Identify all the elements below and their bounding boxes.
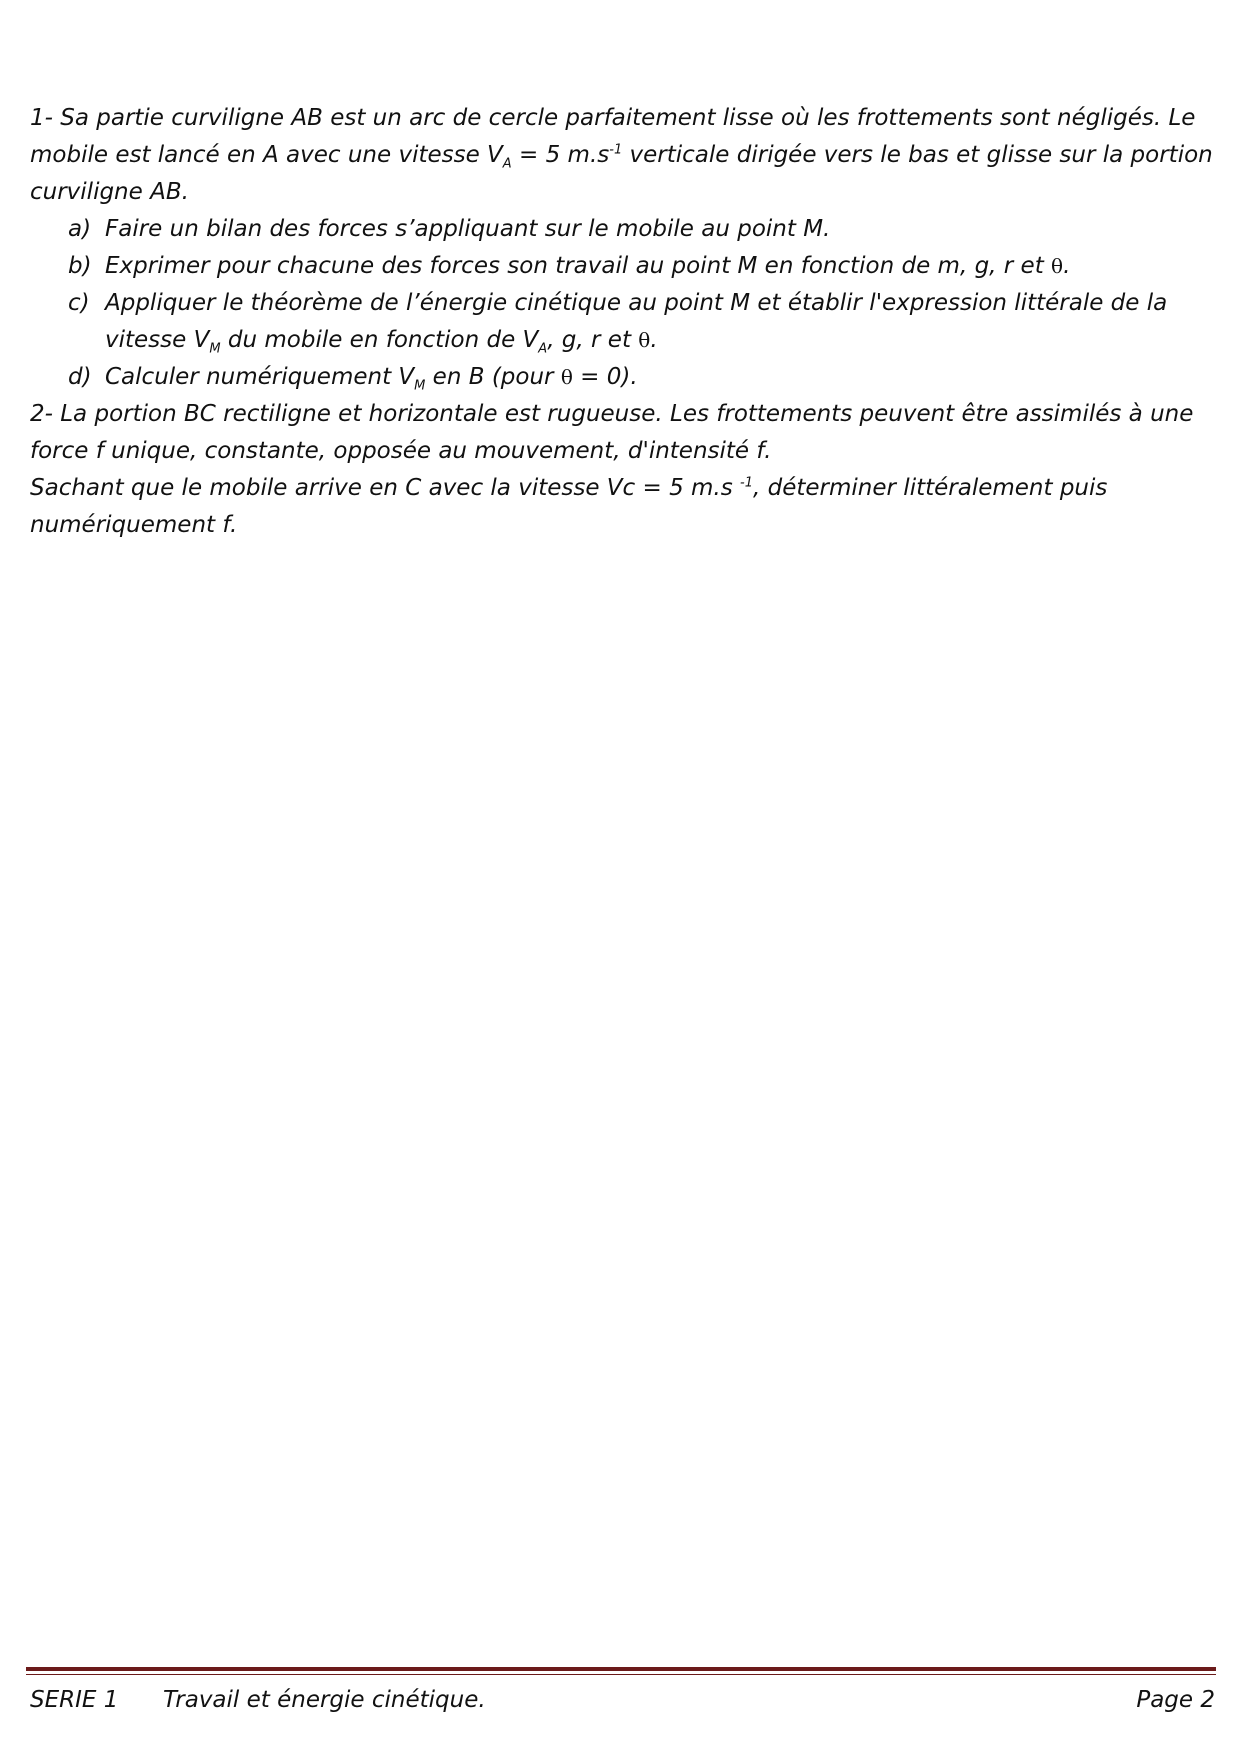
item-letter: b) xyxy=(68,253,92,279)
item-text: Faire un bilan des forces s’appliquant sur le mobile au point M. xyxy=(105,216,831,242)
list-item xyxy=(30,211,1215,248)
section-1-line-2a: Le mobile est lancé en A avec une vitesse V xyxy=(30,105,1196,168)
subscript-a: A xyxy=(538,341,548,357)
item-text-end: = 0). xyxy=(572,364,638,390)
subscript-a: A xyxy=(502,156,512,172)
superscript-minus-one: -1 xyxy=(740,475,754,491)
item-text: Calculer numériquement V xyxy=(105,364,415,390)
item-text-mid: en B (pour xyxy=(425,364,561,390)
section-1-line-2c: verticale dirigée vers le bas et glisse sur la portion curviligne AB. xyxy=(30,142,1213,205)
section-1-intro xyxy=(30,100,1215,211)
superscript-minus-one: -1 xyxy=(609,142,623,158)
item-text: Exprimer pour chacune des forces son travail au point M en fonction de m, g, r et xyxy=(105,253,1052,279)
item-text-end: . xyxy=(1063,253,1071,279)
item-letter: d) xyxy=(68,364,92,390)
theta-symbol: θ xyxy=(638,328,651,352)
footer-serie: SERIE 1 xyxy=(30,1687,119,1713)
section-1-line-1: 1- Sa partie curviligne AB est un arc de cercle parfaitement lisse où les frottements sont négligés. xyxy=(30,105,1162,131)
section-1-line-2b: = 5 m.s xyxy=(511,142,610,168)
footer-rule-thin xyxy=(26,1674,1216,1675)
item-letter: c) xyxy=(68,290,90,316)
footer-page-number: Page 2 xyxy=(1136,1687,1215,1713)
list-item xyxy=(30,285,1215,359)
item-text-mid2: , g, r et xyxy=(547,327,639,353)
document-body xyxy=(30,100,1215,544)
list-item xyxy=(30,359,1215,396)
theta-symbol: θ xyxy=(1051,254,1064,278)
item-text-mid: du mobile en fonction de V xyxy=(220,327,539,353)
item-text-end: . xyxy=(650,327,658,353)
section-2 xyxy=(30,396,1215,544)
footer-rule-thick xyxy=(26,1667,1216,1671)
theta-symbol: θ xyxy=(560,365,573,389)
section-2-line-1: 2- La portion BC rectiligne et horizontale est rugueuse. Les frottements peuvent être assimilés à une force f unique, constante, opposée au mouvement, d'intensité f. xyxy=(30,401,1194,464)
item-letter: a) xyxy=(68,216,92,242)
footer-title: Travail et énergie cinétique. xyxy=(163,1687,486,1713)
item-text: Appliquer le théorème de l’énergie cinétique au point M et établir l'expression littérale de la vitesse V xyxy=(105,290,1168,353)
subscript-m: M xyxy=(414,378,426,394)
section-2-line-2b: , déterminer littéralement puis numériquement f. xyxy=(30,475,1108,538)
page-footer xyxy=(30,1684,1215,1716)
list-item xyxy=(30,248,1215,285)
question-list xyxy=(30,211,1215,396)
section-2-line-2a: Sachant que le mobile arrive en C avec la vitesse Vc = 5 m.s xyxy=(30,475,741,501)
subscript-m: M xyxy=(209,341,221,357)
